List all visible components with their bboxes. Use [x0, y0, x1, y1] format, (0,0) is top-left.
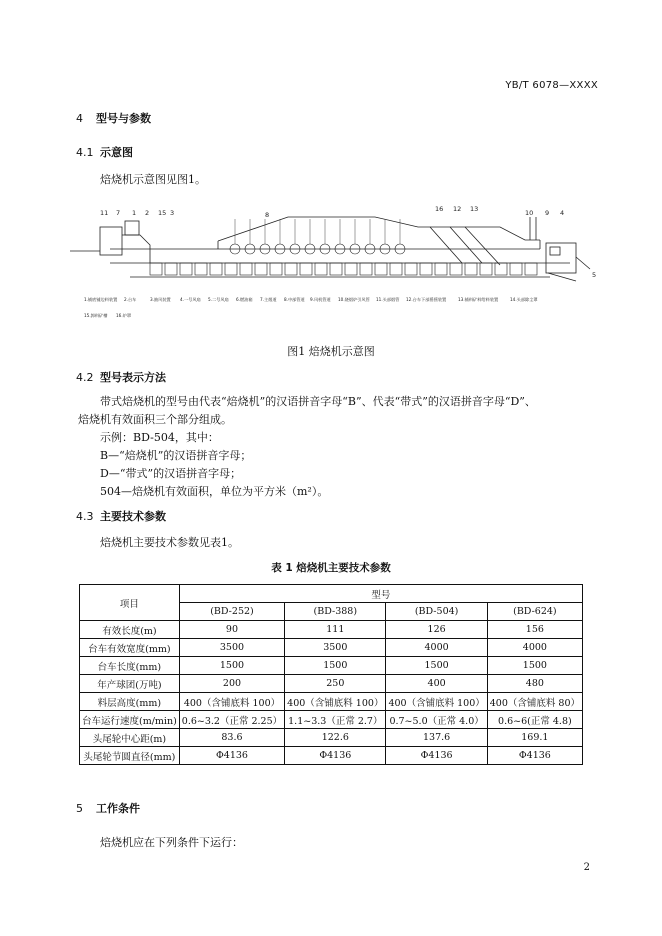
table-cell: 0.7~5.0（正常 4.0） [386, 711, 487, 729]
callout-label: 2 [145, 209, 150, 217]
section-number: 4.1 [76, 146, 94, 159]
table-cell: 3500 [179, 639, 284, 657]
section-number: 4.3 [76, 510, 94, 523]
row-label: 有效长度(m) [80, 621, 180, 639]
legend-item: 6.燃油箱 [236, 297, 253, 302]
table-cell: 1500 [285, 657, 386, 675]
section-number: 4 [76, 112, 83, 125]
legend-item: 4.一号风扇 [180, 297, 201, 302]
example-line: 示例：BD-504，其中： [100, 431, 219, 444]
table-cell: 4000 [386, 639, 487, 657]
row-label: 头尾轮节圆直径(mm) [80, 747, 180, 765]
legend-item: 1.铺底铺边料装置 [84, 297, 118, 302]
table-cell: 1500 [487, 657, 582, 675]
legend-item: 15.卸料矿槽 [84, 313, 108, 318]
row-label: 年产球团(万吨) [80, 675, 180, 693]
callout-label: 10 [525, 209, 534, 217]
legend-item: 16.炉罩 [116, 313, 132, 318]
callout-label: 4 [560, 209, 565, 217]
table-row [80, 675, 583, 693]
legend-item: 11.头部烟管 [376, 297, 400, 302]
standard-number: YB/T 6078—XXXX [505, 80, 598, 91]
legend-item: 2.台车 [124, 297, 137, 302]
table-row [80, 639, 583, 657]
callout-label: 9 [545, 209, 550, 217]
table-cell: Φ4136 [285, 747, 386, 765]
callout-label: 1 [132, 209, 137, 217]
table-cell: 0.6~6(正常 4.8) [487, 711, 582, 729]
table-row [80, 747, 583, 765]
callout-label: 11 [100, 209, 109, 217]
section-title: 型号表示方法 [100, 371, 166, 384]
definition-line: B—“焙烧机”的汉语拼音字母； [100, 449, 252, 462]
section-number: 5 [76, 802, 83, 815]
model-cell: (BD-624) [487, 603, 582, 621]
table-cell: Φ4136 [487, 747, 582, 765]
row-label: 料层高度(mm) [80, 693, 180, 711]
section-title: 示意图 [100, 146, 133, 159]
legend-item: 5.二号风扇 [208, 297, 229, 302]
callout-label: 15 [158, 209, 167, 217]
table-cell: 90 [179, 621, 284, 639]
table-cell: 400（含铺底料 80） [487, 693, 582, 711]
legend-item: 8.中部管道 [284, 297, 305, 302]
callout-label: 8 [265, 211, 270, 219]
table-cell: 83.6 [179, 729, 284, 747]
table-caption: 表 1 焙烧机主要技术参数 [271, 562, 391, 574]
table-cell: 1500 [179, 657, 284, 675]
figure-caption: 图1 焙烧机示意图 [287, 345, 375, 358]
sintering-machine-diagram [70, 205, 602, 327]
definition-line: 504—焙烧机有效面积，单位为平方米（m²）。 [100, 485, 329, 498]
table-row [80, 693, 583, 711]
legend-item: 12.台车下部摇摇装置 [406, 297, 447, 302]
table-cell: 3500 [285, 639, 386, 657]
table-header-row [80, 585, 583, 603]
table-cell: 250 [285, 675, 386, 693]
table-cell: 1.1~3.3（正常 2.7） [285, 711, 386, 729]
table-row [80, 711, 583, 729]
callout-label: 16 [435, 205, 444, 213]
section-title: 工作条件 [96, 802, 140, 815]
callout-label: 3 [170, 209, 175, 217]
paragraph: 焙烧机应在下列条件下运行： [100, 836, 243, 849]
legend-item: 9.风机管道 [310, 297, 331, 302]
table-cell: 400 [386, 675, 487, 693]
table-cell: 400（含铺底料 100） [179, 693, 284, 711]
parameters-table [79, 584, 583, 765]
legend-item: 10.烧烟炉引风管 [338, 297, 370, 302]
table-cell: Φ4136 [386, 747, 487, 765]
callout-label: 12 [453, 205, 462, 213]
paragraph: 带式焙烧机的型号由代表“焙烧机”的汉语拼音字母“B”、代表“带式”的汉语拼音字母“D”、 [100, 395, 536, 408]
row-label: 台车有效宽度(mm) [80, 639, 180, 657]
table-cell: 400（含铺底料 100） [386, 693, 487, 711]
model-cell: (BD-252) [179, 603, 284, 621]
paragraph: 焙烧机主要技术参数见表1。 [100, 536, 239, 549]
table-cell: 111 [285, 621, 386, 639]
row-label: 台车运行速度(m/min) [80, 711, 180, 729]
table-cell: 0.6~3.2（正常 2.25） [179, 711, 284, 729]
table-cell: Φ4136 [179, 747, 284, 765]
row-label: 头尾轮中心距(m) [80, 729, 180, 747]
table-cell: 1500 [386, 657, 487, 675]
row-label: 台车长度(mm) [80, 657, 180, 675]
table-cell: 4000 [487, 639, 582, 657]
table-row [80, 657, 583, 675]
callout-label: 13 [470, 205, 479, 213]
section-4-2-heading [76, 369, 166, 385]
section-4-1-heading [76, 144, 133, 160]
section-title: 型号与参数 [96, 112, 151, 125]
table-cell: 200 [179, 675, 284, 693]
legend-item: 3.抽风装置 [150, 297, 171, 302]
paragraph: 焙烧机示意图见图1。 [100, 173, 206, 186]
callout-label: 7 [116, 209, 121, 217]
legend-item: 7.主烟道 [260, 297, 277, 302]
section-number: 4.2 [76, 371, 94, 384]
table-cell: 169.1 [487, 729, 582, 747]
section-4-3-heading [76, 508, 166, 524]
table-cell: 480 [487, 675, 582, 693]
page-number: 2 [583, 862, 590, 873]
legend-item: 14.头部除尘罩 [510, 297, 538, 302]
table-cell: 400（含铺底料 100） [285, 693, 386, 711]
table-row [80, 729, 583, 747]
model-cell: (BD-388) [285, 603, 386, 621]
model-cell: (BD-504) [386, 603, 487, 621]
paragraph: 焙烧机有效面积三个部分组成。 [78, 413, 232, 426]
table-cell: 156 [487, 621, 582, 639]
callout-label: 5 [592, 271, 597, 279]
item-header: 项目 [80, 585, 180, 621]
model-header: 型号 [179, 585, 582, 603]
table-cell: 137.6 [386, 729, 487, 747]
table-cell: 126 [386, 621, 487, 639]
table-row [80, 621, 583, 639]
section-title: 主要技术参数 [100, 510, 166, 523]
section-4-heading [76, 110, 151, 126]
legend-item: 13.铺料矿料给料装置 [458, 297, 499, 302]
definition-line: D—“带式”的汉语拼音字母； [100, 467, 242, 480]
table-cell: 122.6 [285, 729, 386, 747]
section-5-heading [76, 800, 140, 816]
